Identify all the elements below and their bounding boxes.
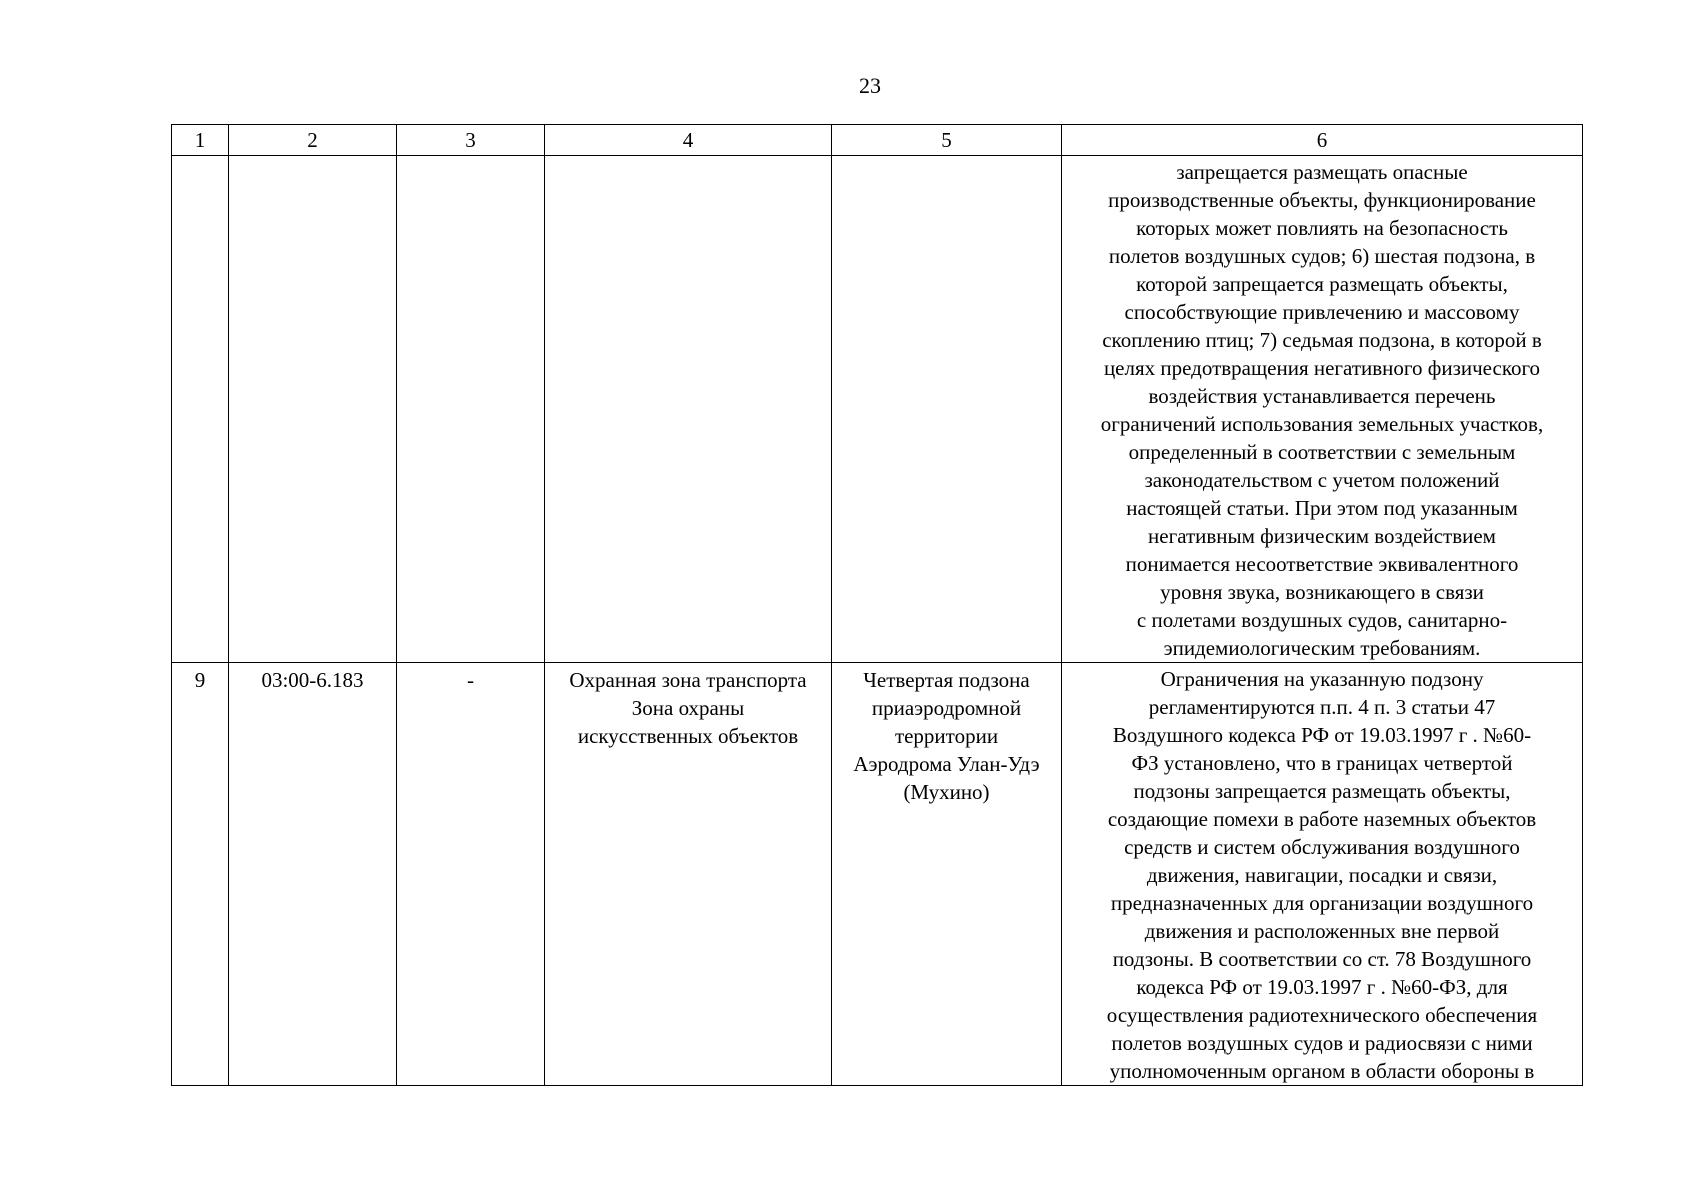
table-cell [1062,156,1583,663]
table-cell [545,156,832,663]
table-row [172,156,1583,663]
table-cell [545,663,832,1086]
column-header-4: 4 [545,125,832,156]
cell-text: запрещается размещать опасные производственные объекты, функционирование которых может повлиять на безопасность полетов воздушных судов; 6) шестая подзона, в которой запрещается размещать объекты, способствующие привлечению и массовому скоплению птиц; 7) седьмая подзона, в которой в целях предотвращения негативного физического воздействия устанавливается перечень ограничений использования земельных участков, определенный в соответствии с земельным законодательством с учетом положений настоящей статьи. При этом под указанным негативным физическим воздействием понимается несоответствие эквивалентного уровня звука, возникающего в связи с полетами воздушных судов, санитарно- эпидемиологическим требованиям. [1100,160,1544,660]
table-cell [229,663,397,1086]
cell-text: Охранная зона транспорта Зона охраны искусственных объектов [569,668,807,748]
column-header-3: 3 [397,125,545,156]
restrictions-table [171,124,1583,1086]
cell-text [397,156,544,159]
table-cell [832,156,1062,663]
column-header-5: 5 [832,125,1062,156]
cell-text: - [467,668,474,692]
column-header-2: 2 [229,125,397,156]
cell-text [172,156,228,159]
cell-text: Четвертая подзона приаэродромной территории Аэродрома Улан-Удэ (Мухино) [853,668,1040,804]
row-number: 9 [194,668,206,692]
column-header-6: 6 [1062,125,1583,156]
table-header-row [172,125,1583,156]
cell-text [229,156,396,159]
table-cell [832,663,1062,1086]
table-cell [172,156,229,663]
cell-text [832,156,1061,159]
page-number: 23 [859,73,881,98]
table-row [172,663,1583,1086]
table-cell [229,156,397,663]
cell-text [545,156,831,159]
table-cell [172,663,229,1086]
table-cell [397,156,545,663]
table-cell [1062,663,1583,1086]
cell-text: Ограничения на указанную подзону регламентируются п.п. 4 п. 3 статьи 47 Воздушного кодекса РФ от 19.03.1997 г . №60- ФЗ установлено, что в границах четвертой подзоны запрещается размещать объекты, создающие помехи в работе наземных объектов средств и систем обслуживания воздушного движения, навигации, посадки и связи, предназначенных для организации воздушного движения и расположенных вне первой подзоны. В соответствии со ст. 78 Воздушного кодекса РФ от 19.03.1997 г . №60-ФЗ, для осуществления радиотехнического обеспечения полетов воздушных судов и радиосвязи с ними уполномоченным органом в области обороны в [1106,667,1538,1083]
column-header-1: 1 [172,125,229,156]
table-cell [397,663,545,1086]
cell-text: 03:00-6.183 [261,668,364,692]
